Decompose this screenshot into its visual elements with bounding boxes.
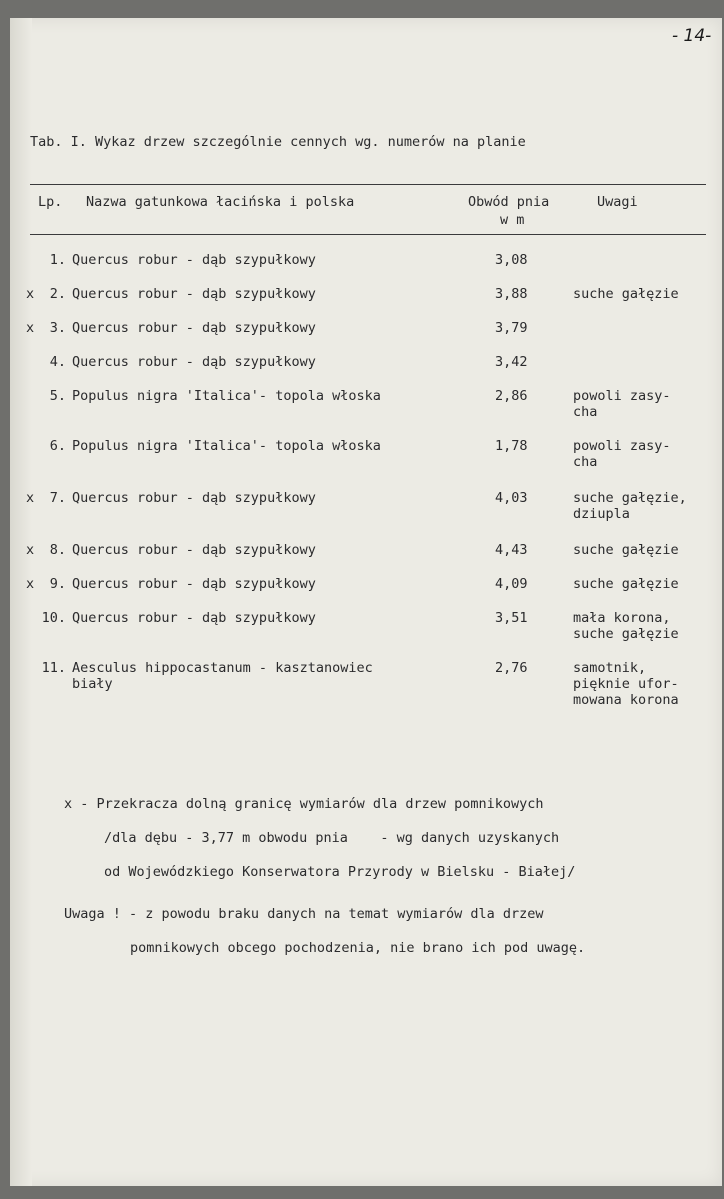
header-girth-line2: w m [500,212,525,228]
page-edge-shadow [10,18,35,1186]
row-note: suche gałęzie [573,542,679,558]
row-mark: x [26,542,35,558]
footnote-line-1: x - Przekracza dolną granicę wymiarów dla drzew pomnikowych [64,796,544,812]
row-note: samotnik, [573,660,647,676]
row-note: cha [573,404,598,420]
row-note: cha [573,454,598,470]
row-girth: 3,42 [495,354,528,370]
row-number: 1. [49,252,66,268]
row-girth: 4,43 [495,542,528,558]
row-number: 6. [49,438,66,454]
row-girth: 2,76 [495,660,528,676]
row-species-name: Quercus robur - dąb szypułkowy [72,320,316,336]
row-note: dziupla [573,506,630,522]
row-species-name: Quercus robur - dąb szypułkowy [72,354,316,370]
row-species-name: biały [72,676,113,692]
row-girth: 2,86 [495,388,528,404]
row-species-name: Quercus robur - dąb szypułkowy [72,286,316,302]
row-species-name: Populus nigra 'Italica'- topola włoska [72,388,381,404]
header-girth-line1: Obwód pnia [468,194,550,210]
row-girth: 4,09 [495,576,528,592]
row-girth: 4,03 [495,490,528,506]
row-note: mowana korona [573,692,679,708]
remark-line-1: Uwaga ! - z powodu braku danych na temat wymiarów dla drzew [64,906,544,922]
row-girth: 3,51 [495,610,528,626]
row-species-name: Quercus robur - dąb szypułkowy [72,252,316,268]
row-number: 8. [49,542,66,558]
row-girth: 1,78 [495,438,528,454]
row-species-name: Populus nigra 'Italica'- topola włoska [72,438,381,454]
row-number: 3. [49,320,66,336]
remark-line-2: pomnikowych obcego pochodzenia, nie brano ich pod uwagę. [130,940,586,956]
row-girth: 3,79 [495,320,528,336]
row-mark: x [26,320,35,336]
row-number: 11. [41,660,66,676]
row-species-name: Aesculus hippocastanum - kasztanowiec [72,660,373,676]
header-notes: Uwagi [597,194,638,210]
footnote-line-2: /dla dębu - 3,77 m obwodu pnia - wg danych uzyskanych [104,830,560,846]
table-caption: Tab. I. Wykaz drzew szczególnie cennych wg. numerów na planie [30,134,526,150]
row-mark: x [26,490,35,506]
row-species-name: Quercus robur - dąb szypułkowy [72,490,316,506]
row-number: 10. [41,610,66,626]
row-number: 2. [49,286,66,302]
header-top-rule [30,184,706,185]
row-note: suche gałęzie [573,286,679,302]
row-species-name: Quercus robur - dąb szypułkowy [72,576,316,592]
row-note: mała korona, [573,610,671,626]
row-note: powoli zasy- [573,388,671,404]
row-species-name: Quercus robur - dąb szypułkowy [72,542,316,558]
header-lp: Lp. [38,194,63,210]
header-name: Nazwa gatunkowa łacińska i polska [86,194,355,210]
footnote-line-3: od Wojewódzkiego Konserwatora Przyrody w Bielsku - Białej/ [104,864,576,880]
row-mark: x [26,286,35,302]
row-girth: 3,08 [495,252,528,268]
row-number: 9. [49,576,66,592]
row-note: suche gałęzie [573,576,679,592]
page-number: - 14- [672,26,712,46]
row-mark: x [26,576,35,592]
row-number: 7. [49,490,66,506]
row-girth: 3,88 [495,286,528,302]
row-number: 5. [49,388,66,404]
row-note: powoli zasy- [573,438,671,454]
row-note: pięknie ufor- [573,676,679,692]
row-note: suche gałęzie [573,626,679,642]
row-species-name: Quercus robur - dąb szypułkowy [72,610,316,626]
row-note: suche gałęzie, [573,490,687,506]
header-bottom-rule [30,234,706,235]
row-number: 4. [49,354,66,370]
